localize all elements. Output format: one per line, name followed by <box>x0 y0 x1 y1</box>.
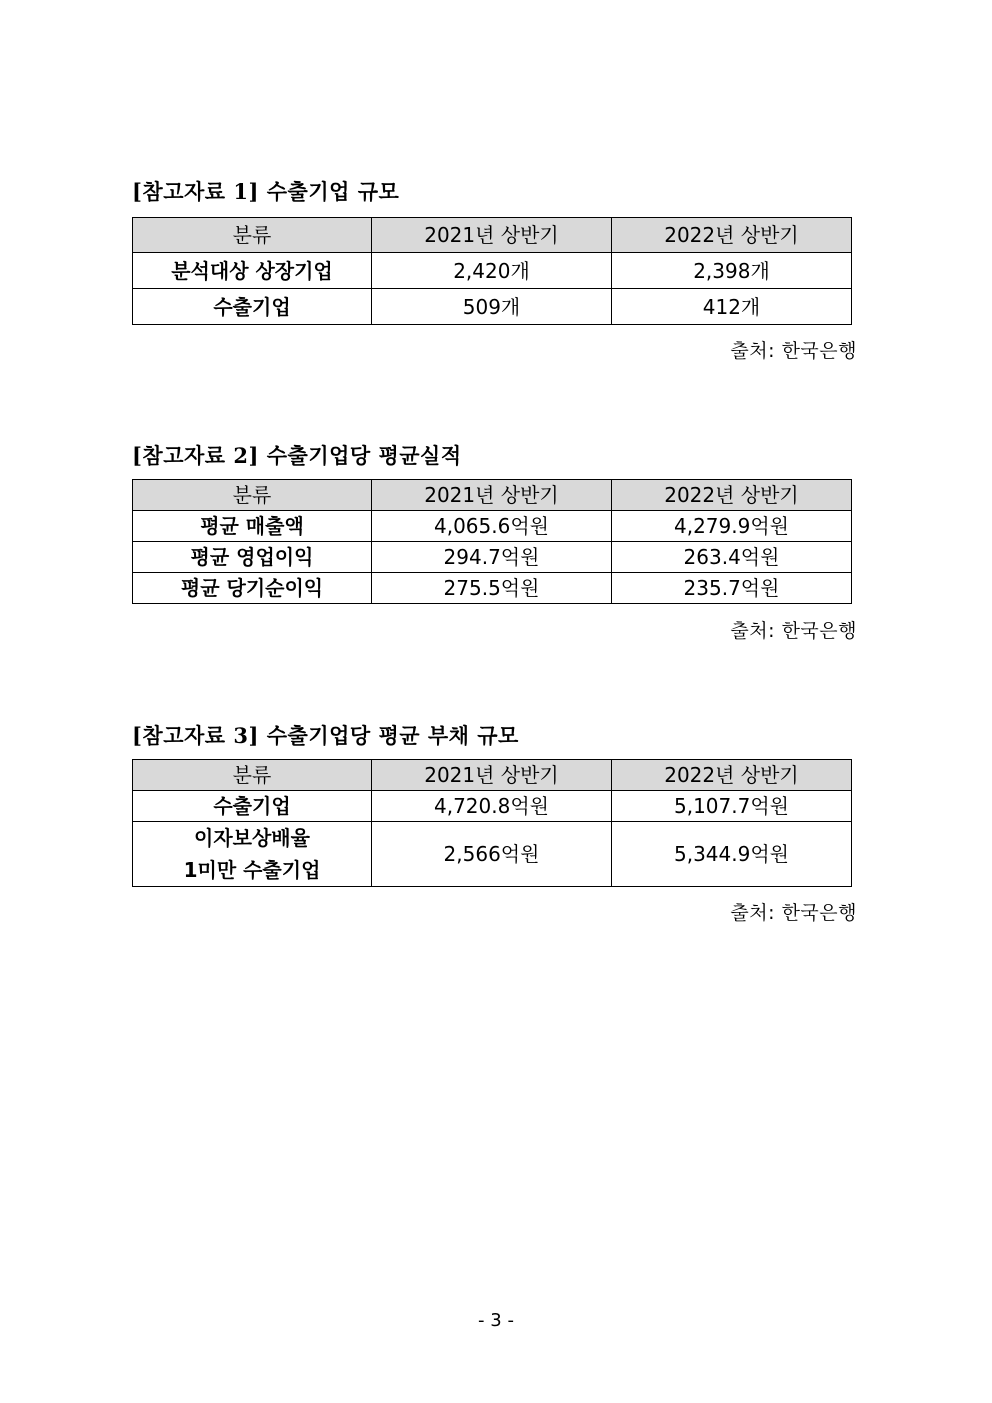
table-row <box>133 289 852 325</box>
table-header-row <box>133 480 852 511</box>
header-cell: 2021년 상반기 <box>372 480 612 511</box>
source-note: 출처: 한국은행 <box>730 902 857 924</box>
table-cell: 2,566억원 <box>372 822 612 887</box>
row-label-line: 1미만 수출기업 <box>183 858 321 882</box>
table-cell: 4,720.8억원 <box>372 791 612 822</box>
table-cell: 2,398개 <box>612 253 852 289</box>
table-cell: 294.7억원 <box>372 542 612 573</box>
source-note: 출처: 한국은행 <box>730 340 857 362</box>
row-label: 수출기업 <box>133 289 372 325</box>
table-row <box>133 822 852 887</box>
header-cell: 2021년 상반기 <box>372 760 612 791</box>
page-number: - 3 - <box>478 1310 514 1331</box>
row-label: 분석대상 상장기업 <box>133 253 372 289</box>
row-label: 평균 영업이익 <box>133 542 372 573</box>
table-row <box>133 573 852 604</box>
table-cell: 275.5억원 <box>372 573 612 604</box>
table-cell: 509개 <box>372 289 612 325</box>
row-label-line: 이자보상배율 <box>194 826 310 850</box>
table-cell: 4,065.6억원 <box>372 511 612 542</box>
table-cell: 2,420개 <box>372 253 612 289</box>
reference-table <box>132 479 852 604</box>
table-header-row <box>133 218 852 253</box>
header-cell: 분류 <box>133 480 372 511</box>
reference-table <box>132 759 852 887</box>
source-note: 출처: 한국은행 <box>730 620 857 642</box>
header-cell: 2022년 상반기 <box>612 760 852 791</box>
header-cell: 2022년 상반기 <box>612 480 852 511</box>
row-label: 수출기업 <box>133 791 372 822</box>
table-cell: 5,107.7억원 <box>612 791 852 822</box>
table-cell: 263.4억원 <box>612 542 852 573</box>
header-cell: 분류 <box>133 218 372 253</box>
table-row <box>133 511 852 542</box>
section-title: [참고자료 2] 수출기업당 평균실적 <box>132 443 462 468</box>
table-cell: 5,344.9억원 <box>612 822 852 887</box>
table-row <box>133 791 852 822</box>
reference-table <box>132 217 852 325</box>
row-label: 평균 매출액 <box>133 511 372 542</box>
table-row <box>133 542 852 573</box>
table-cell: 412개 <box>612 289 852 325</box>
table-cell: 4,279.9억원 <box>612 511 852 542</box>
row-label: 평균 당기순이익 <box>133 573 372 604</box>
header-cell: 2021년 상반기 <box>372 218 612 253</box>
table-row <box>133 253 852 289</box>
header-cell: 분류 <box>133 760 372 791</box>
section-title: [참고자료 1] 수출기업 규모 <box>132 179 400 204</box>
section-title: [참고자료 3] 수출기업당 평균 부채 규모 <box>132 723 519 748</box>
header-cell: 2022년 상반기 <box>612 218 852 253</box>
table-header-row <box>133 760 852 791</box>
table-cell: 235.7억원 <box>612 573 852 604</box>
row-label <box>133 822 372 887</box>
